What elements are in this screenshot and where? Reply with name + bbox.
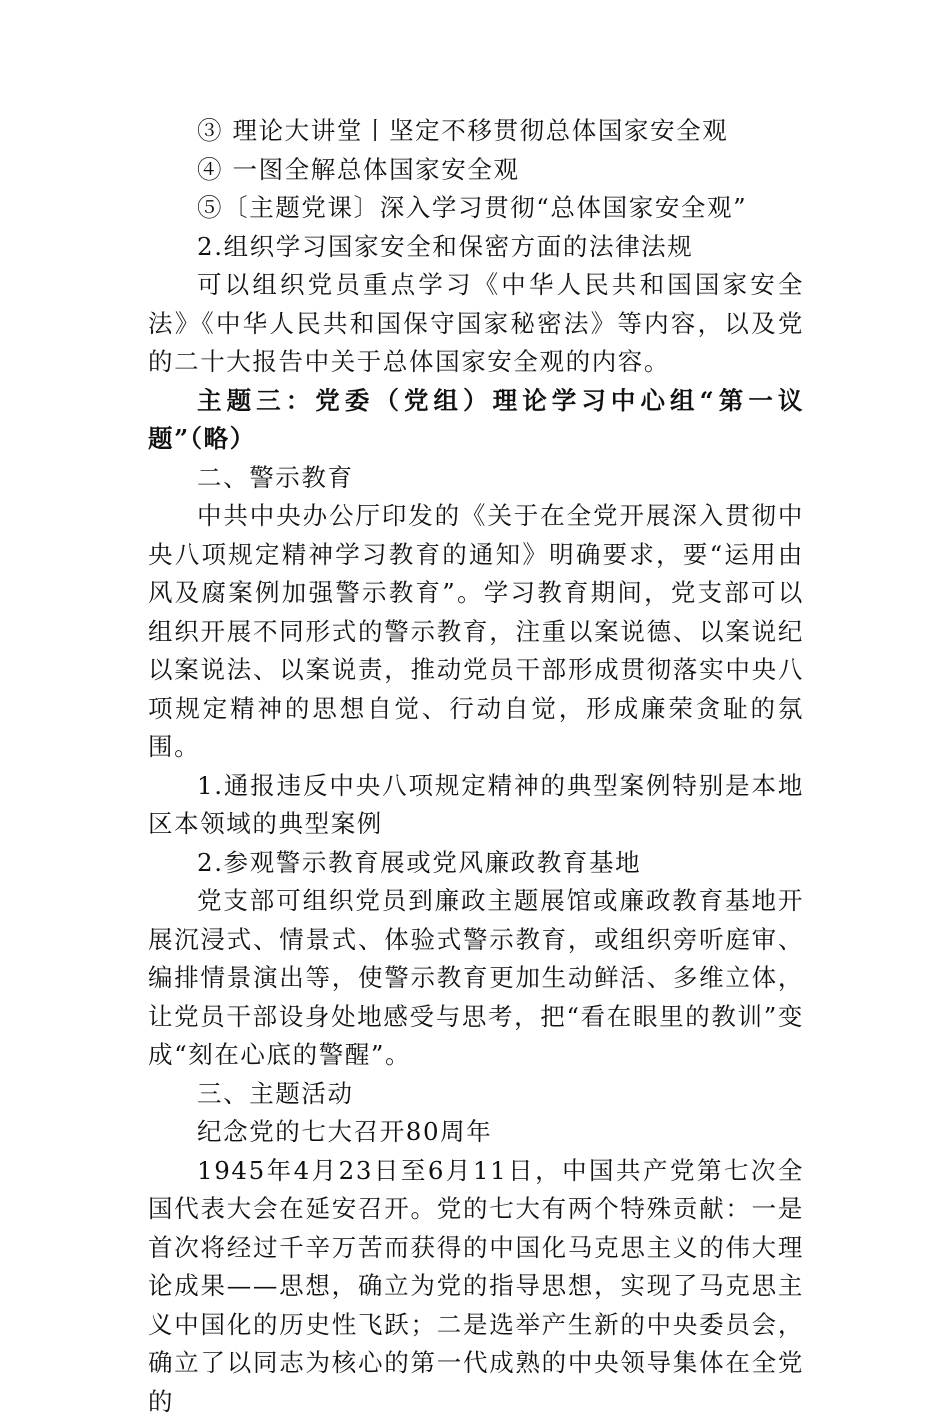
body-paragraph-visit: 党支部可组织党员到廉政主题展馆或廉政教育基地开展沉浸式、情景式、体验式警示教育，或组织旁听庭审、编排情景演出等，使警示教育更加生动鲜活、多维立体，让党员干部设身处地感受与思考，把“看在眼里的教训”变成“刻在心底的警醒”。 — [148, 882, 804, 1075]
subheading-cases: 1.通报违反中央八项规定精神的典型案例特别是本地区本领域的典型案例 — [148, 767, 804, 844]
section-heading-warning-education: 二、警示教育 — [148, 459, 804, 498]
subheading-laws: 2.组织学习国家安全和保密方面的法律法规 — [148, 228, 804, 267]
activity-title: 纪念党的七大召开80周年 — [148, 1113, 804, 1152]
body-paragraph-laws: 可以组织党员重点学习《中华人民共和国国家安全法》《中华人民共和国保守国家秘密法》等内容，以及党的二十大报告中关于总体国家安全观的内容。 — [148, 266, 804, 382]
body-paragraph-seventh-congress: 1945年4月23日至6月11日，中国共产党第七次全国代表大会在延安召开。党的七大有两个特殊贡献：一是首次将经过千辛万苦而获得的中国化马克思主义的伟大理论成果——思想，确立为党的指导思想，实现了马克思主义中国化的历史性飞跃；二是选举产生新的中央委员会，确立了以同志为核心的第一代成熟的中央领导集体在全党的 — [148, 1152, 804, 1421]
theme-three-heading: 主题三：党委（党组）理论学习中心组“第一议题”（略） — [148, 382, 804, 459]
list-item-4: ④ 一图全解总体国家安全观 — [148, 151, 804, 190]
list-item-3: ③ 理论大讲堂丨坚定不移贯彻总体国家安全观 — [148, 112, 804, 151]
body-paragraph-warning: 中共中央办公厅印发的《关于在全党开展深入贯彻中央八项规定精神学习教育的通知》明确要求，要“运用由风及腐案例加强警示教育”。学习教育期间，党支部可以组织开展不同形式的警示教育，注重以案说德、以案说纪以案说法、以案说责，推动党员干部形成贯彻落实中央八项规定精神的思想自觉、行动自觉，形成廉荣贪耻的氛围。 — [148, 497, 804, 767]
document-page — [148, 112, 804, 1421]
list-item-5: ⑤〔主题党课〕深入学习贯彻“总体国家安全观” — [148, 189, 804, 228]
subheading-visit: 2.参观警示教育展或党风廉政教育基地 — [148, 844, 804, 883]
section-heading-theme-activity: 三、主题活动 — [148, 1075, 804, 1114]
